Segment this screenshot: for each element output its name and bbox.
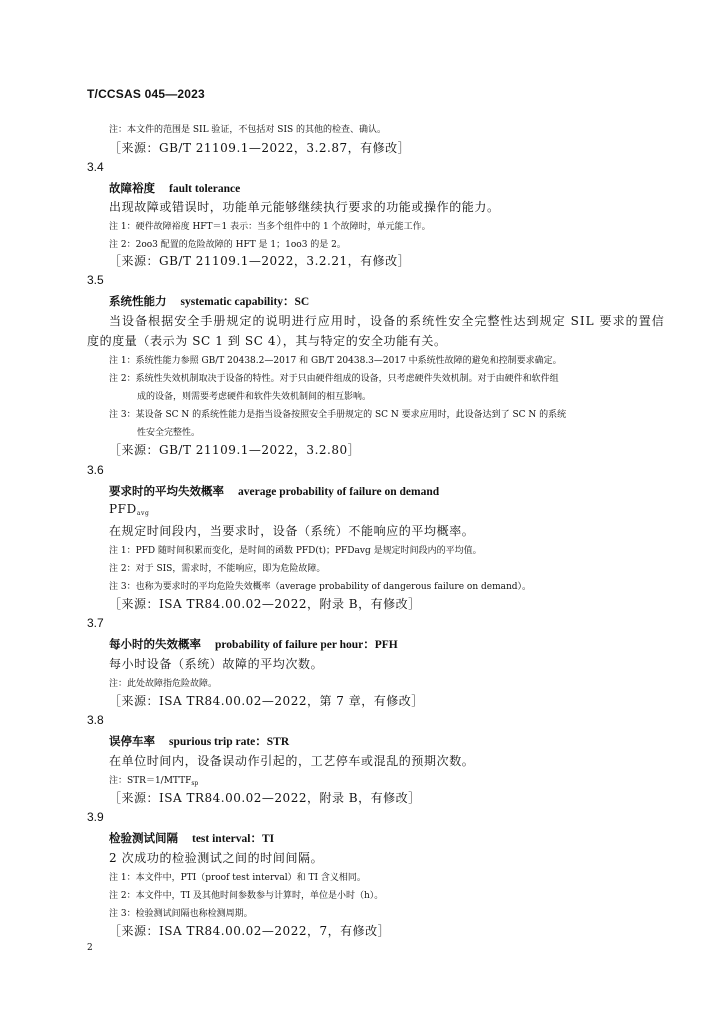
term-heading	[109, 733, 289, 749]
definition: 度的度量（表示为 SC 1 到 SC 4），其与特定的安全功能有关。	[87, 334, 447, 348]
term-english: fault tolerance	[169, 183, 241, 195]
note-continuation: 性安全完整性。	[137, 428, 201, 438]
term-chinese: 误停车率	[109, 734, 155, 748]
note: 注 1：系统性能力参照 GB/T 20438.2—2017 和 GB/T 20438.3—2017 中系统性故障的避免和控制要求确定。	[109, 356, 562, 366]
term-heading	[109, 293, 309, 309]
term-chinese: 检验测试间隔	[109, 831, 178, 845]
symbol	[109, 502, 149, 517]
note-subscript: sp	[191, 780, 199, 787]
note: 注 2：本文件中，TI 及其他时间参数参与计算时，单位是小时（h）。	[109, 891, 384, 901]
note: 注：此处故障指危险故障。	[109, 679, 218, 689]
term-chinese: 系统性能力	[109, 294, 167, 308]
definition: 每小时设备（系统）故障的平均次数。	[109, 657, 324, 671]
note: 注：本文件的范围是 SIL 验证，不包括对 SIS 的其他的检查、确认。	[109, 125, 387, 135]
clause-number: 3.7	[87, 616, 104, 630]
note: 注 3：也称为要求时的平均危险失效概率（average probability of dangerous failure on demand）。	[109, 582, 532, 592]
note: 注 1：PFD 随时间积累而变化，是时间的函数 PFD(t)；PFDavg 是规定时间段内的平均值。	[109, 546, 482, 556]
clause-number: 3.6	[87, 463, 104, 477]
term-chinese: 每小时的失效概率	[109, 637, 201, 651]
clause-number: 3.4	[87, 160, 104, 174]
source-reference: ［来源：ISA TR84.00.02—2022，第 7 章，有修改］	[109, 694, 424, 708]
note: 注 2：2oo3 配置的危险故障的 HFT 是 1；1oo3 的是 2。	[109, 240, 346, 250]
term-english: test interval：TI	[192, 833, 275, 845]
page-number: 2	[87, 943, 93, 953]
note: 注 2：系统性失效机制取决于设备的特性。对于只由硬件组成的设备，只考虑硬件失效机制。对于由硬件和软件组	[109, 374, 559, 384]
note	[109, 773, 198, 787]
term-heading	[109, 180, 240, 196]
definition: 在规定时间段内，当要求时，设备（系统）不能响应的平均概率。	[109, 524, 475, 538]
symbol-subscript: avg	[136, 510, 150, 517]
source-reference: ［来源：GB/T 21109.1—2022，3.2.21，有修改］	[109, 254, 411, 268]
document-header: T/CCSAS 045—2023	[87, 87, 205, 101]
definition: 在单位时间内，设备误动作引起的，工艺停车或混乱的预期次数。	[109, 754, 475, 768]
note: 注 2：对于 SIS，需求时，不能响应，即为危险故障。	[109, 564, 326, 574]
source-reference: ［来源：GB/T 21109.1—2022，3.2.80］	[109, 443, 361, 457]
clause-number: 3.8	[87, 713, 104, 727]
term-english: systematic capability：SC	[180, 296, 310, 308]
definition: 当设备根据安全手册规定的说明进行应用时，设备的系统性安全完整性达到规定 SIL 要求的置信	[109, 314, 665, 328]
clause-number: 3.9	[87, 810, 104, 824]
note-main: 注：STR＝1/MTTF	[109, 776, 192, 786]
definition: 2 次成功的检验测试之间的时间间隔。	[109, 851, 324, 865]
note: 注 1：硬件故障裕度 HFT＝1 表示：当多个组件中的 1 个故障时，单元能工作。	[109, 222, 431, 232]
term-heading	[109, 636, 398, 652]
note-continuation: 成的设备，则需要考虑硬件和软件失效机制间的相互影响。	[137, 392, 372, 402]
term-heading	[109, 483, 439, 499]
note: 注 1：本文件中，PTI（proof test interval）和 TI 含义相同。	[109, 873, 366, 883]
term-english: average probability of failure on demand	[238, 486, 440, 498]
source-reference: ［来源：GB/T 21109.1—2022，3.2.87，有修改］	[109, 141, 411, 155]
symbol-main: PFD	[109, 502, 137, 516]
term-english: probability of failure per hour：PFH	[215, 639, 398, 651]
definition: 出现故障或错误时，功能单元能够继续执行要求的功能或操作的能力。	[109, 200, 500, 214]
term-chinese: 故障裕度	[109, 181, 155, 195]
source-reference: ［来源：ISA TR84.00.02—2022，附录 B，有修改］	[109, 791, 421, 805]
clause-number: 3.5	[87, 273, 104, 287]
source-reference: ［来源：ISA TR84.00.02—2022，7，有修改］	[109, 924, 391, 938]
term-english: spurious trip rate：STR	[169, 736, 290, 748]
note: 注 3：某设备 SC N 的系统性能力是指当设备按照安全手册规定的 SC N 要求应用时，此设备达到了 SC N 的系统	[109, 410, 567, 420]
note: 注 3：检验测试间隔也称检测周期。	[109, 909, 253, 919]
term-heading	[109, 830, 274, 846]
term-chinese: 要求时的平均失效概率	[109, 484, 224, 498]
source-reference: ［来源：ISA TR84.00.02—2022，附录 B，有修改］	[109, 597, 421, 611]
